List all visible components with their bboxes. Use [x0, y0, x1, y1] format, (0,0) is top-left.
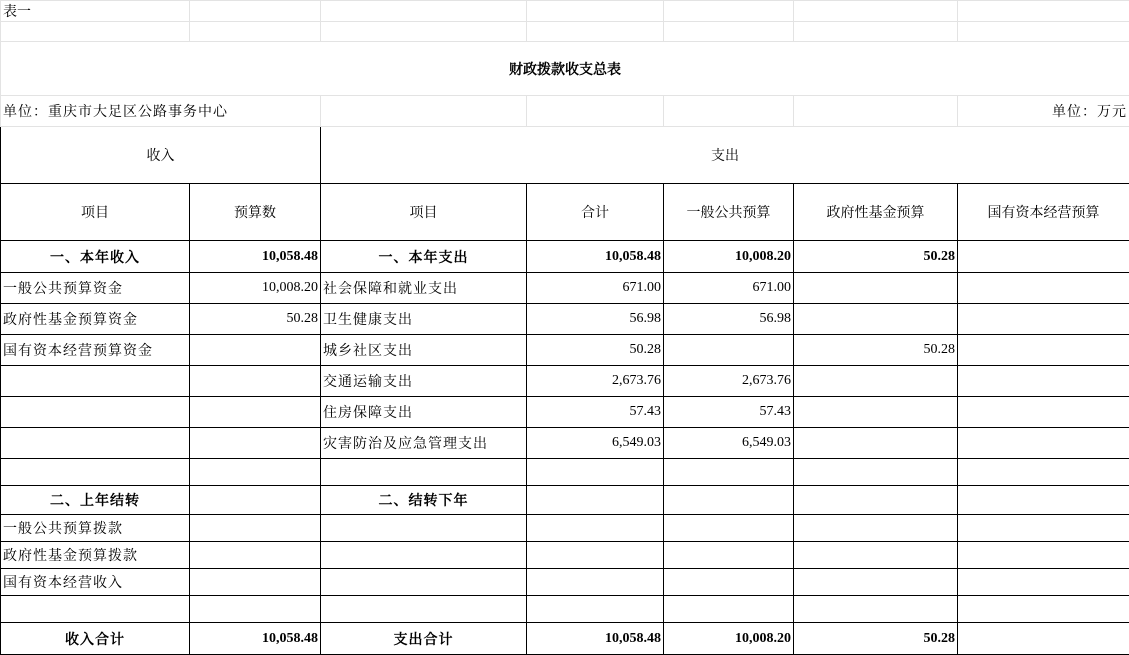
general-budget-cell[interactable] — [664, 569, 794, 596]
fund-budget-cell[interactable] — [794, 569, 958, 596]
empty-cell[interactable] — [664, 22, 794, 42]
fund-budget-cell[interactable] — [794, 428, 958, 459]
expense-item-cell[interactable] — [321, 596, 527, 623]
fund-budget-cell[interactable] — [794, 366, 958, 397]
expense-item-cell[interactable] — [321, 459, 527, 486]
fund-budget-header[interactable]: 政府性基金预算 — [794, 184, 958, 241]
expense-item-cell[interactable]: 一、本年支出 — [321, 241, 527, 273]
fund-budget-cell[interactable]: 50.28 — [794, 623, 958, 655]
income-item-cell[interactable] — [1, 366, 190, 397]
general-budget-cell[interactable] — [664, 486, 794, 515]
state-capital-cell[interactable] — [958, 623, 1129, 655]
general-budget-cell[interactable]: 671.00 — [664, 273, 794, 304]
general-budget-cell[interactable]: 6,549.03 — [664, 428, 794, 459]
expense-item-cell[interactable] — [321, 569, 527, 596]
table-row — [1, 596, 1129, 623]
expense-total-cell[interactable] — [527, 486, 664, 515]
empty-cell[interactable] — [794, 1, 958, 22]
state-capital-cell[interactable] — [958, 273, 1129, 304]
table-row — [1, 623, 1129, 655]
fund-budget-cell[interactable] — [794, 397, 958, 428]
state-capital-cell[interactable] — [958, 397, 1129, 428]
empty-cell[interactable] — [321, 22, 527, 42]
table-title[interactable]: 财政拨款收支总表 — [1, 42, 1129, 96]
expense-item-cell[interactable]: 卫生健康支出 — [321, 304, 527, 335]
empty-cell[interactable] — [664, 96, 794, 127]
income-budget-cell[interactable] — [190, 428, 321, 459]
expense-item-cell[interactable]: 交通运输支出 — [321, 366, 527, 397]
income-budget-cell[interactable] — [190, 542, 321, 569]
income-item-cell[interactable]: 政府性基金预算拨款 — [1, 542, 190, 569]
total-header[interactable]: 合计 — [527, 184, 664, 241]
income-budget-cell[interactable]: 50.28 — [190, 304, 321, 335]
table-row — [1, 397, 1129, 428]
state-capital-cell[interactable] — [958, 428, 1129, 459]
income-item-cell[interactable] — [1, 459, 190, 486]
income-item-cell[interactable]: 国有资本经营收入 — [1, 569, 190, 596]
expense-total-cell[interactable]: 671.00 — [527, 273, 664, 304]
expense-total-cell[interactable] — [527, 569, 664, 596]
fund-budget-cell[interactable] — [794, 542, 958, 569]
income-item-cell[interactable]: 一般公共预算拨款 — [1, 515, 190, 542]
state-capital-cell[interactable] — [958, 335, 1129, 366]
table-row — [1, 304, 1129, 335]
income-item-cell[interactable]: 一般公共预算资金 — [1, 273, 190, 304]
income-budget-cell[interactable] — [190, 596, 321, 623]
unit-org-label[interactable]: 单位：重庆市大足区公路事务中心 — [1, 96, 321, 127]
income-budget-cell[interactable] — [190, 335, 321, 366]
general-budget-cell[interactable]: 10,008.20 — [664, 623, 794, 655]
table-row — [1, 273, 1129, 304]
state-capital-cell[interactable] — [958, 569, 1129, 596]
table-row — [1, 542, 1129, 569]
expense-item-cell[interactable]: 社会保障和就业支出 — [321, 273, 527, 304]
income-item-header[interactable]: 项目 — [1, 184, 190, 241]
budget-header[interactable]: 预算数 — [190, 184, 321, 241]
income-item-cell[interactable]: 政府性基金预算资金 — [1, 304, 190, 335]
empty-cell[interactable] — [794, 96, 958, 127]
table-row — [1, 366, 1129, 397]
fund-budget-cell[interactable] — [794, 486, 958, 515]
table-row — [1, 486, 1129, 515]
empty-cell[interactable] — [321, 96, 527, 127]
expense-item-cell[interactable]: 灾害防治及应急管理支出 — [321, 428, 527, 459]
empty-cell[interactable] — [527, 1, 664, 22]
income-item-cell[interactable]: 二、上年结转 — [1, 486, 190, 515]
state-capital-cell[interactable] — [958, 459, 1129, 486]
empty-cell[interactable] — [190, 1, 321, 22]
state-capital-cell[interactable] — [958, 515, 1129, 542]
empty-cell[interactable] — [527, 22, 664, 42]
fund-budget-cell[interactable]: 50.28 — [794, 241, 958, 273]
general-budget-cell[interactable]: 10,008.20 — [664, 241, 794, 273]
income-budget-cell[interactable]: 10,058.48 — [190, 623, 321, 655]
table-row — [1, 569, 1129, 596]
table-row — [1, 459, 1129, 486]
expense-item-cell[interactable]: 支出合计 — [321, 623, 527, 655]
general-budget-cell[interactable] — [664, 542, 794, 569]
fund-budget-cell[interactable] — [794, 515, 958, 542]
income-item-cell[interactable] — [1, 428, 190, 459]
income-budget-cell[interactable] — [190, 366, 321, 397]
general-budget-cell[interactable]: 56.98 — [664, 304, 794, 335]
income-item-cell[interactable]: 收入合计 — [1, 623, 190, 655]
state-capital-cell[interactable] — [958, 241, 1129, 273]
state-capital-header[interactable]: 国有资本经营预算 — [958, 184, 1129, 241]
empty-cell[interactable] — [1, 22, 190, 42]
expense-total-cell[interactable]: 57.43 — [527, 397, 664, 428]
income-item-cell[interactable]: 国有资本经营预算资金 — [1, 335, 190, 366]
expense-item-cell[interactable]: 城乡社区支出 — [321, 335, 527, 366]
general-budget-cell[interactable] — [664, 335, 794, 366]
state-capital-cell[interactable] — [958, 366, 1129, 397]
fund-budget-cell[interactable]: 50.28 — [794, 335, 958, 366]
expense-item-cell[interactable]: 二、结转下年 — [321, 486, 527, 515]
table-row — [1, 335, 1129, 366]
empty-cell[interactable] — [958, 1, 1129, 22]
income-budget-cell[interactable]: 10,058.48 — [190, 241, 321, 273]
income-budget-cell[interactable]: 10,008.20 — [190, 273, 321, 304]
expense-total-cell[interactable]: 10,058.48 — [527, 241, 664, 273]
expense-total-cell[interactable] — [527, 596, 664, 623]
unit-currency-label[interactable]: 单位：万元 — [958, 96, 1129, 127]
income-budget-cell[interactable] — [190, 486, 321, 515]
expense-total-cell[interactable] — [527, 542, 664, 569]
income-budget-cell[interactable] — [190, 569, 321, 596]
general-budget-cell[interactable] — [664, 596, 794, 623]
state-capital-cell[interactable] — [958, 304, 1129, 335]
empty-cell[interactable] — [664, 1, 794, 22]
income-header[interactable]: 收入 — [1, 127, 321, 184]
empty-cell[interactable] — [794, 22, 958, 42]
expense-item-cell[interactable]: 住房保障支出 — [321, 397, 527, 428]
expense-total-cell[interactable]: 56.98 — [527, 304, 664, 335]
income-budget-cell[interactable] — [190, 397, 321, 428]
fund-budget-cell[interactable] — [794, 273, 958, 304]
expense-total-cell[interactable]: 2,673.76 — [527, 366, 664, 397]
empty-cell[interactable] — [527, 96, 664, 127]
income-item-cell[interactable]: 一、本年收入 — [1, 241, 190, 273]
general-budget-cell[interactable] — [664, 515, 794, 542]
expense-total-cell[interactable]: 10,058.48 — [527, 623, 664, 655]
expense-header[interactable]: 支出 — [321, 127, 1129, 184]
general-budget-cell[interactable]: 2,673.76 — [664, 366, 794, 397]
income-item-cell[interactable] — [1, 397, 190, 428]
expense-item-cell[interactable] — [321, 515, 527, 542]
table-row — [1, 241, 1129, 273]
expense-total-cell[interactable]: 50.28 — [527, 335, 664, 366]
table-row — [1, 428, 1129, 459]
sheet-label-cell[interactable]: 表一 — [1, 1, 190, 22]
fund-budget-cell[interactable] — [794, 304, 958, 335]
expense-total-cell[interactable]: 6,549.03 — [527, 428, 664, 459]
income-budget-cell[interactable] — [190, 515, 321, 542]
empty-cell[interactable] — [190, 22, 321, 42]
empty-cell[interactable] — [958, 22, 1129, 42]
income-budget-cell[interactable] — [190, 459, 321, 486]
expense-item-header[interactable]: 项目 — [321, 184, 527, 241]
state-capital-cell[interactable] — [958, 542, 1129, 569]
state-capital-cell[interactable] — [958, 486, 1129, 515]
fund-budget-cell[interactable] — [794, 459, 958, 486]
expense-total-cell[interactable] — [527, 515, 664, 542]
general-budget-cell[interactable]: 57.43 — [664, 397, 794, 428]
empty-cell[interactable] — [321, 1, 527, 22]
state-capital-cell[interactable] — [958, 596, 1129, 623]
general-budget-cell[interactable] — [664, 459, 794, 486]
fund-budget-cell[interactable] — [794, 596, 958, 623]
table-row — [1, 515, 1129, 542]
expense-item-cell[interactable] — [321, 542, 527, 569]
general-budget-header[interactable]: 一般公共预算 — [664, 184, 794, 241]
income-item-cell[interactable] — [1, 596, 190, 623]
expense-total-cell[interactable] — [527, 459, 664, 486]
